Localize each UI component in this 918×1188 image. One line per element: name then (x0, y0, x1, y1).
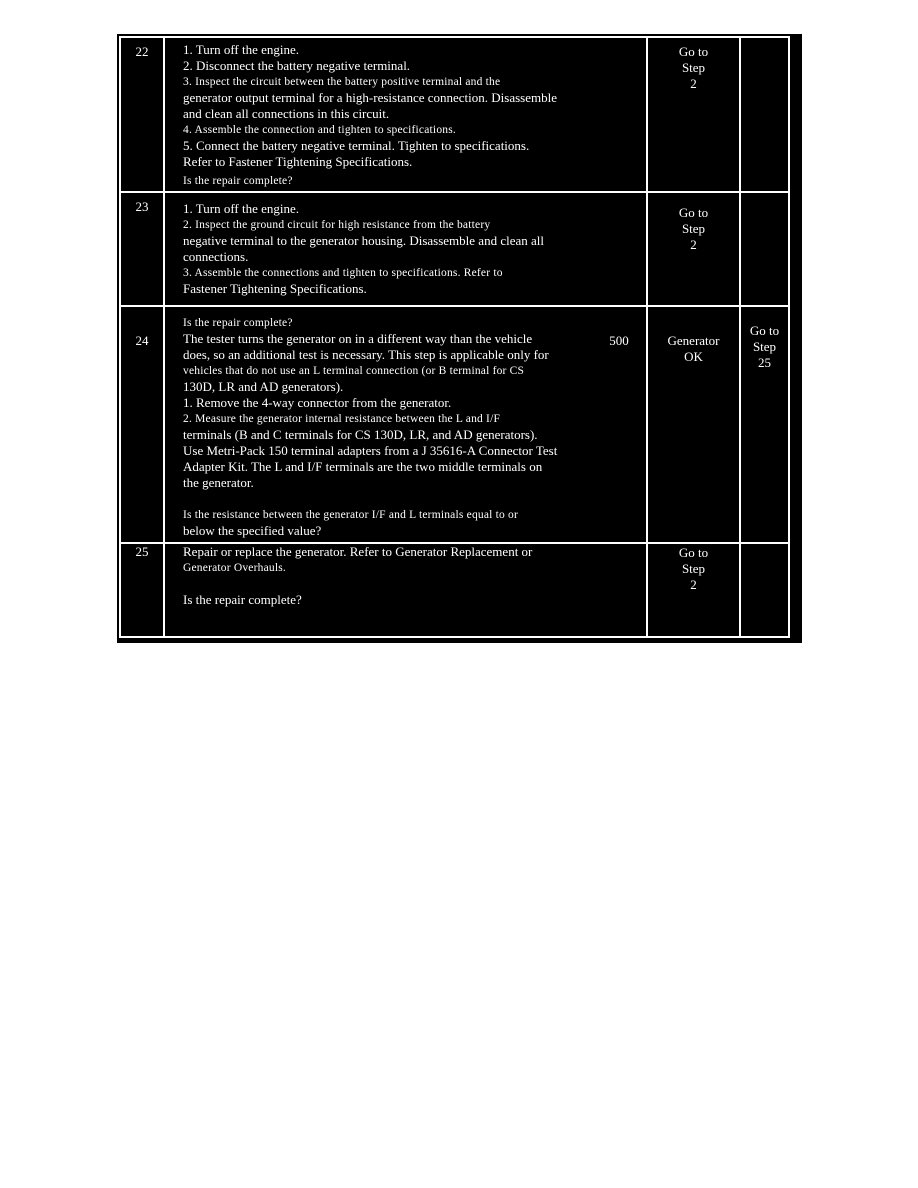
action-line: Use Metri-Pack 150 terminal adapters from a J 35616-A Connector Test (183, 443, 558, 458)
action-line: 4. Assemble the connection and tighten to specifications. (183, 124, 456, 136)
action-line: and clean all connections in this circuit. (183, 106, 390, 121)
action-line: negative terminal to the generator housing. Disassemble and clean all (183, 233, 544, 248)
action-question: Is the resistance between the generator I/F and L terminals equal to or (183, 509, 519, 521)
step-action (163, 36, 649, 193)
action-line: Generator Overhauls. (183, 562, 286, 574)
step-number: 22 (119, 36, 165, 193)
action-line: Refer to Fastener Tightening Specifications. (183, 154, 413, 169)
action-line: connections. (183, 249, 249, 264)
table-row-step-22 (117, 36, 802, 193)
action-pre-question: Is the repair complete? (183, 317, 293, 329)
yes-result: Go to Step 2 (646, 191, 741, 307)
action-line: 2. Inspect the ground circuit for high resistance from the battery (183, 219, 491, 231)
diagnostic-table (117, 34, 802, 643)
step-action (163, 305, 649, 544)
action-line: 130D, LR and AD generators). (183, 379, 344, 394)
no-result: Go to Step 25 (739, 305, 790, 544)
yes-result: Go to Step 2 (646, 542, 741, 638)
no-result (739, 542, 790, 638)
action-line: Adapter Kit. The L and I/F terminals are the two middle terminals on (183, 459, 543, 474)
step-number: 24 (119, 305, 165, 544)
action-question: below the specified value? (183, 523, 322, 538)
action-line: 5. Connect the battery negative terminal. Tighten to specifications. (183, 138, 530, 153)
action-line: 2. Measure the generator internal resistance between the L and I/F (183, 413, 501, 425)
action-line: The tester turns the generator on in a different way than the vehicle (183, 331, 533, 346)
table-row-step-23 (117, 191, 802, 307)
action-line: Repair or replace the generator. Refer to Generator Replacement or (183, 544, 533, 559)
no-result (739, 36, 790, 193)
action-question: Is the repair complete? (183, 175, 293, 187)
action-line: does, so an additional test is necessary. This step is applicable only for (183, 347, 549, 362)
action-line: 1. Turn off the engine. (183, 42, 300, 57)
step-action (163, 542, 649, 638)
action-line: 3. Inspect the circuit between the battery positive terminal and the (183, 76, 501, 88)
action-line: 2. Disconnect the battery negative terminal. (183, 58, 411, 73)
action-line: terminals (B and C terminals for CS 130D, LR, and AD generators). (183, 427, 538, 442)
yes-result: Generator OK (646, 305, 741, 544)
step-number: 23 (119, 191, 165, 307)
action-question: Is the repair complete? (183, 592, 302, 607)
action-line: 3. Assemble the connections and tighten to specifications. Refer to (183, 267, 503, 279)
action-line: 1. Remove the 4-way connector from the generator. (183, 395, 452, 410)
action-line: vehicles that do not use an L terminal connection (or B terminal for CS (183, 365, 525, 377)
no-result (739, 191, 790, 307)
action-line: the generator. (183, 475, 254, 490)
table-row-step-24 (117, 305, 802, 544)
specified-value: 500 (609, 333, 629, 348)
step-action (163, 191, 649, 307)
action-line: generator output terminal for a high-resistance connection. Disassemble (183, 90, 557, 105)
table-row-step-25 (117, 542, 802, 638)
step-number: 25 (119, 542, 165, 638)
action-line: 1. Turn off the engine. (183, 201, 300, 216)
action-line: Fastener Tightening Specifications. (183, 281, 367, 296)
yes-result: Go to Step 2 (646, 36, 741, 193)
